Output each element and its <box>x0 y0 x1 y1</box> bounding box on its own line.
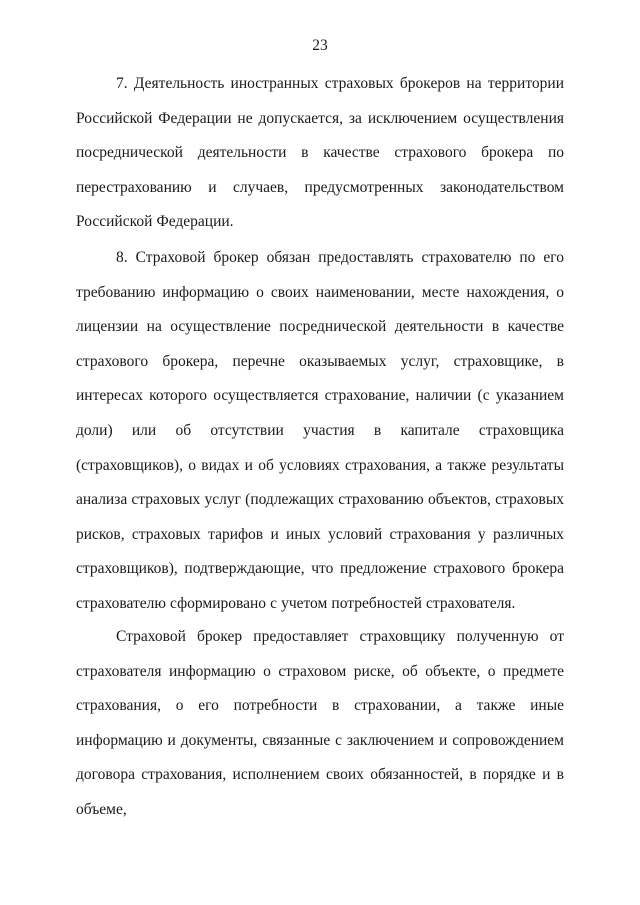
paragraph-7: 7. Деятельность иностранных страховых брокеров на территории Российской Федерации не допускается, за исключением осуществления посреднической деятельности в качестве страхового брокера по перестрахованию и случаев, предусмотренных законодательством Российской Федерации. <box>76 75 564 231</box>
page-number: 23 <box>312 37 328 54</box>
paragraph-broker-obligation: Страховой брокер предоставляет страховщику полученную от страхователя информацию о страховом риске, об объекте, о предмете страхования, о его потребности в страховании, а также иные информацию и документы, связанные с заключением и сопровождением договора страхования, исполнением своих обязанностей, в порядке и в объеме, <box>76 628 564 818</box>
paragraph-8: 8. Страховой брокер обязан предоставлять страхователю по его требованию информацию о своих наименовании, месте нахождения, о лицензии на осуществление посреднической деятельности в качестве страхового брокера, перечне оказываемых услуг, страховщике, в интересах которого осуществляется страхование, наличии (с указанием доли) или об отсутствии участия в капитале страховщика (страховщиков), о видах и об условиях страхования, а также результаты анализа страховых услуг (подлежащих страхованию объектов, страховых рисков, страховых тарифов и иных условий страхования у различных страховщиков), подтверждающие, что предложение страхового брокера страхователю сформировано с учетом потребностей страхователя. <box>76 249 564 612</box>
